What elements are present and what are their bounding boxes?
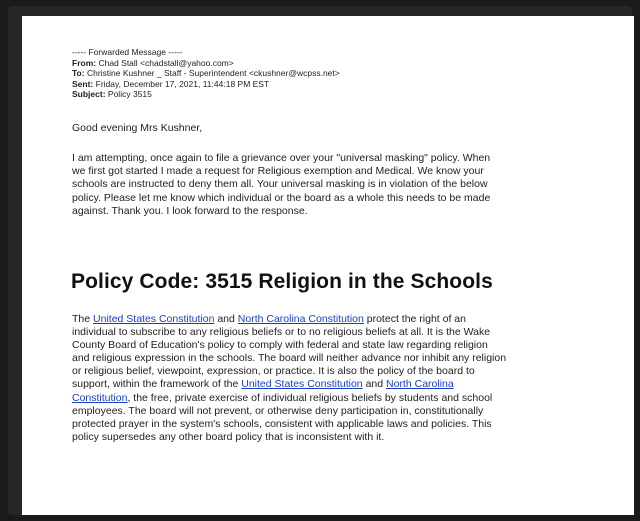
subject-label: Subject: [72,89,106,100]
document-page [22,16,634,515]
to-row [72,68,340,79]
policy-text-fragment: support, within the framework of the [72,378,242,391]
to-value: Christine Kushner _ Staff - Superintendent <ckushner@wcpss.net> [86,68,340,79]
email-body-line: I am attempting, once again to file a grievance over your "universal masking" policy. When [72,152,491,164]
email-body-line: we first got started I made a request for Religious exemption and Medical. We know your [72,165,484,178]
email-body-line: schools are instructed to deny them all. Your universal masking is in violation of the below [72,178,488,191]
us-constitution-link[interactable]: United States Constitution [93,313,215,325]
policy-line [72,392,584,405]
sent-label: Sent: [72,78,94,89]
email-body-line: policy. Please let me know which individual or the board as a whole this needs to be made [72,191,491,204]
forwarded-line: ----- Forwarded Message ----- [72,47,183,57]
email-greeting: Good evening Mrs Kushner, [72,122,203,134]
from-row [72,58,340,69]
sent-value: Friday, December 17, 2021, 11:44:18 PM EST [95,78,270,89]
nc-constitution-link-2-part1[interactable]: North Carolina [386,378,454,391]
us-constitution-link-2[interactable]: United States Constitution [241,378,363,391]
policy-text-fragment: and [362,378,387,391]
policy-text-fragment: protect the right of an [363,313,466,325]
screenshot-frame [8,6,632,515]
policy-line: individual to subscribe to any religious beliefs or to no religious beliefs at all. It is the Wake [72,326,491,339]
nc-constitution-link-2-part2[interactable]: Constitution [72,391,128,404]
email-body-line: against. Thank you. I look forward to the response. [72,204,308,217]
policy-line [72,313,584,326]
to-label: To: [72,68,85,79]
from-value: Chad Stall <chadstall@yahoo.com> [98,57,234,68]
policy-line: employees. The board will not prevent, or otherwise deny participation in, constitutionally [72,404,484,417]
nc-constitution-link[interactable]: North Carolina Constitution [237,313,364,325]
policy-text [72,313,584,444]
policy-line: County Board of Education's policy to comply with federal and state law regarding religion [72,339,488,352]
sent-row [72,79,340,90]
policy-line: or religious belief, viewpoint, expression, or practice. It is also the policy of the board to [72,365,475,378]
policy-line: and religious expression in the schools. The board will neither advance nor inhibit any religion [72,352,507,365]
policy-text-fragment: The [72,313,94,325]
policy-text-fragment: , the free, private exercise of individual religious beliefs by students and school [127,391,493,404]
subject-row [72,89,340,100]
policy-text-fragment: and [214,313,238,325]
email-body [72,152,592,218]
policy-line: policy supersedes any other board policy that is inconsistent with it. [72,430,385,443]
policy-line: protected prayer in the system's schools, consistent with applicable laws and policies. This [72,417,492,430]
policy-line [72,378,584,391]
email-header [72,47,340,100]
from-label: From: [72,57,97,68]
policy-title: Policy Code: 3515 Religion in the Schools [71,270,493,293]
subject-value: Policy 3515 [107,89,152,100]
